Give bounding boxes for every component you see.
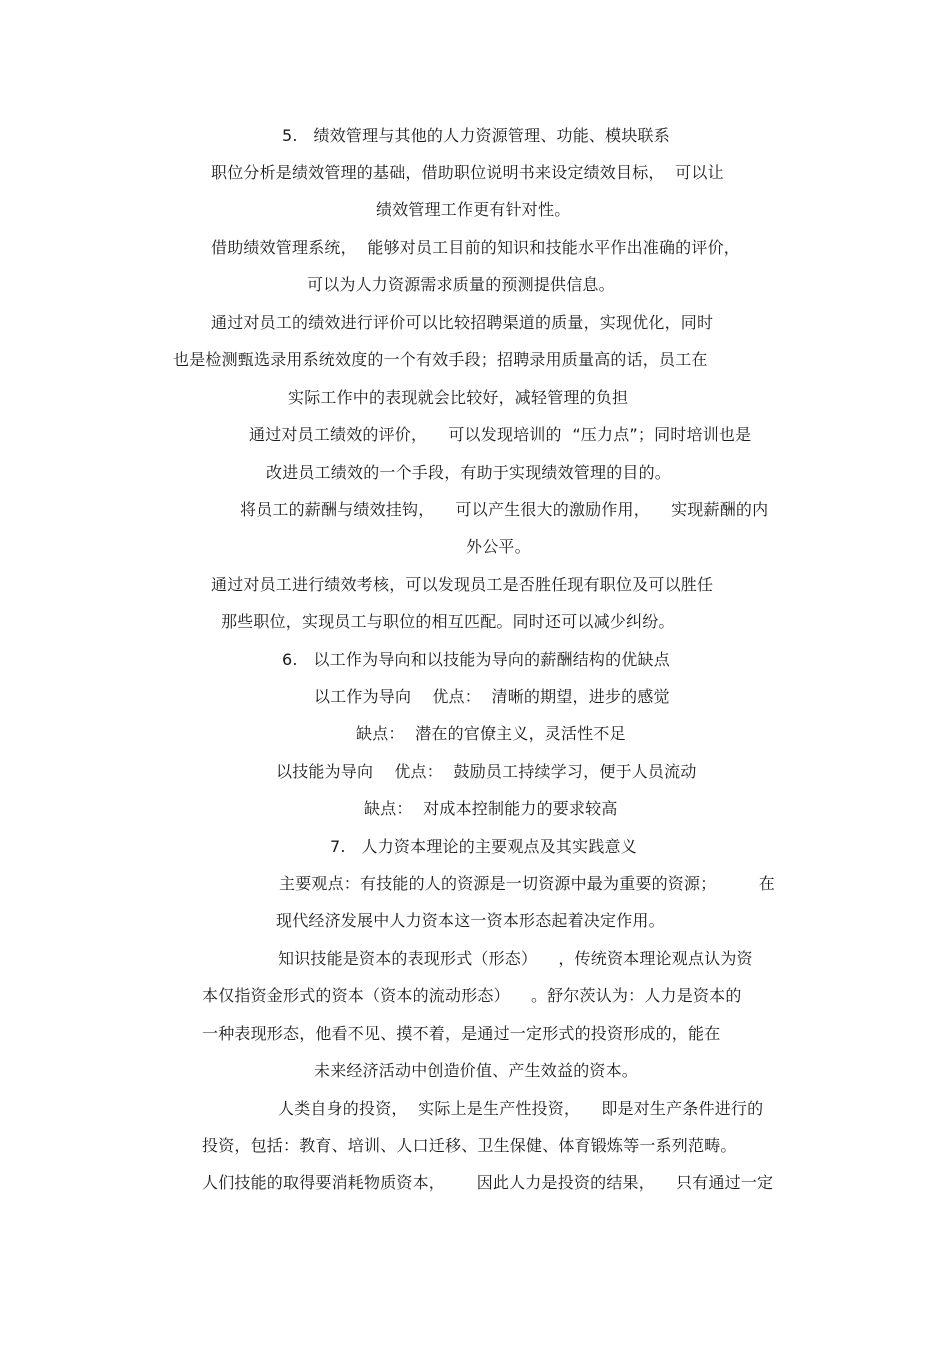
paragraph-line: 主要观点：有技能的人的资源是一切资源中最为重要的资源； 在	[279, 874, 775, 893]
paragraph-line: 借助绩效管理系统， 能够对员工目前的知识和技能水平作出准确的评价，	[211, 238, 740, 257]
paragraph-line: 外公平。	[466, 537, 531, 556]
paragraph-line: 投资，包括：教育、培训、人口迁移、卫生保健、体育锻炼等一系列范畴。	[202, 1136, 737, 1155]
paragraph-line: 本仅指资金形式的资本（资本的流动形态） 。舒尔茨认为：人力是资本的	[202, 986, 742, 1005]
paragraph-line: 实际工作中的表现就会比较好，减轻管理的负担	[288, 388, 629, 407]
paragraph-line: 也是检测甄选录用系统效度的一个有效手段；招聘录用质量高的话，员工在	[173, 350, 708, 369]
paragraph-line: 职位分析是绩效管理的基础，借助职位说明书来设定绩效目标， 可以让	[211, 163, 724, 182]
heading-6: 6. 以工作为导向和以技能为导向的薪酬结构的优缺点	[282, 650, 670, 669]
paragraph-line: 缺点： 潜在的官僚主义，灵活性不足	[356, 724, 626, 743]
paragraph-line: 以技能为导向 优点： 鼓励员工持续学习，便于人员流动	[276, 762, 697, 781]
paragraph-line: 知识技能是资本的表现形式（形态） ，传统资本理论观点认为资	[278, 949, 753, 968]
paragraph-line: 那些职位，实现员工与职位的相互匹配。同时还可以减少纠纷。	[221, 612, 675, 631]
paragraph-line: 人们技能的取得要消耗物质资本， 因此人力是投资的结果， 只有通过一定	[202, 1173, 774, 1192]
paragraph-line: 缺点： 对成本控制能力的要求较高	[364, 799, 618, 818]
paragraph-line: 可以为人力资源需求质量的预测提供信息。	[307, 275, 615, 294]
heading-5: 5. 绩效管理与其他的人力资源管理、功能、模块联系	[282, 126, 670, 145]
paragraph-line: 人类自身的投资， 实际上是生产性投资， 即是对生产条件进行的	[278, 1099, 764, 1118]
paragraph-line: 通过对员工的绩效进行评价可以比较招聘渠道的质量，实现优化，同时	[211, 313, 714, 332]
paragraph-line: 通过对员工进行绩效考核，可以发现员工是否胜任现有职位及可以胜任	[211, 575, 714, 594]
paragraph-line: 未来经济活动中创造价值、产生效益的资本。	[314, 1061, 639, 1080]
paragraph-line: 现代经济发展中人力资本这一资本形态起着决定作用。	[276, 911, 665, 930]
heading-7: 7. 人力资本理论的主要观点及其实践意义	[330, 837, 637, 856]
paragraph-line: 将员工的薪酬与绩效挂钩， 可以产生很大的激励作用， 实现薪酬的内	[240, 500, 769, 519]
paragraph-line: 一种表现形态，他看不见、摸不着，是通过一定形式的投资形成的，能在	[202, 1024, 721, 1043]
paragraph-line: 通过对员工绩效的评价， 可以发现培训的 “压力点”；同时培训也是	[249, 425, 752, 444]
paragraph-line: 改进员工绩效的一个手段，有助于实现绩效管理的目的。	[266, 463, 672, 482]
paragraph-line: 以工作为导向 优点： 清晰的期望，进步的感觉	[314, 687, 670, 706]
paragraph-line: 绩效管理工作更有针对性。	[376, 200, 571, 219]
